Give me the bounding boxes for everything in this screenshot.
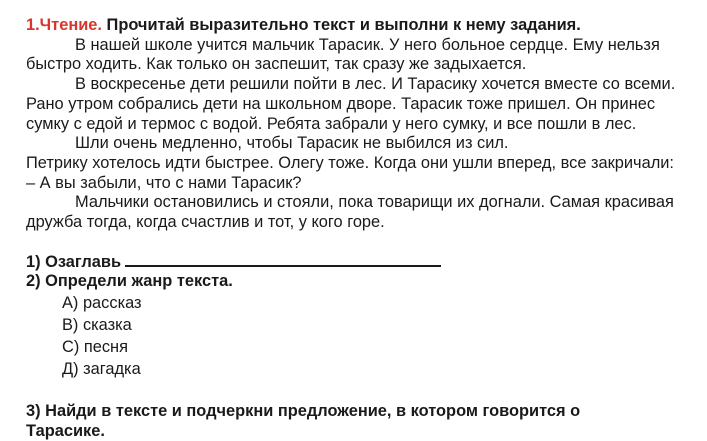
question-3-cut-off [26,402,626,440]
text-paragraph-7: Мальчики остановились и стояли, пока товарищи их догнали. Самая красивая дружба тогда, когда счастлив и тот, у кого горе. [26,193,674,232]
text-paragraph-5: Петрику хотелось идти быстрее. Олегу тоже. Когда они ушли вперед, все закричали: [26,153,674,172]
title-answer-line [125,251,441,267]
question-1-label: 1) Озаглавь [26,252,122,271]
task-heading [26,16,701,36]
genre-option-b: В) сказка [62,316,132,335]
question-2-label: 2) Определи жанр текста. [26,272,233,291]
text-paragraph-4: Шли очень медленно, чтобы Тарасик не выбился из сил. [75,134,509,153]
section-gap [26,233,701,251]
question-3-label: 3) Найди в тексте и подчеркни предложение, в котором говорится о Тарасике. [26,402,581,440]
task-instruction: Прочитай выразительно текст и выполни к нему задания. [101,16,581,34]
text-paragraph-2: В воскресенье дети решили пойти в лес. И Тарасику хочется вместе со всеми. [75,75,676,94]
text-paragraph-3: Рано утром собрались дети на школьном дворе. Тарасик тоже пришел. Он принес сумку с едой и термос с водой. Ребята забрали у него сумку, и все пошли в лес. [26,94,656,133]
genre-option-a: А) рассказ [62,294,142,313]
text-paragraph-1: В нашей школе учится мальчик Тарасик. У него больное сердце. Ему нельзя быстро ходить. Как только он заспешит, так сразу же задыхается. [26,35,660,74]
genre-option-c: С) песня [62,338,128,357]
text-paragraph-6: – А вы забыли, что с нами Тарасик? [26,173,302,192]
genre-options-list [26,292,701,380]
genre-option-d: Д) загадка [62,360,141,379]
question-title-prompt [26,251,701,273]
document-page [26,16,701,380]
task-number-label: 1.Чтение. [26,16,102,34]
